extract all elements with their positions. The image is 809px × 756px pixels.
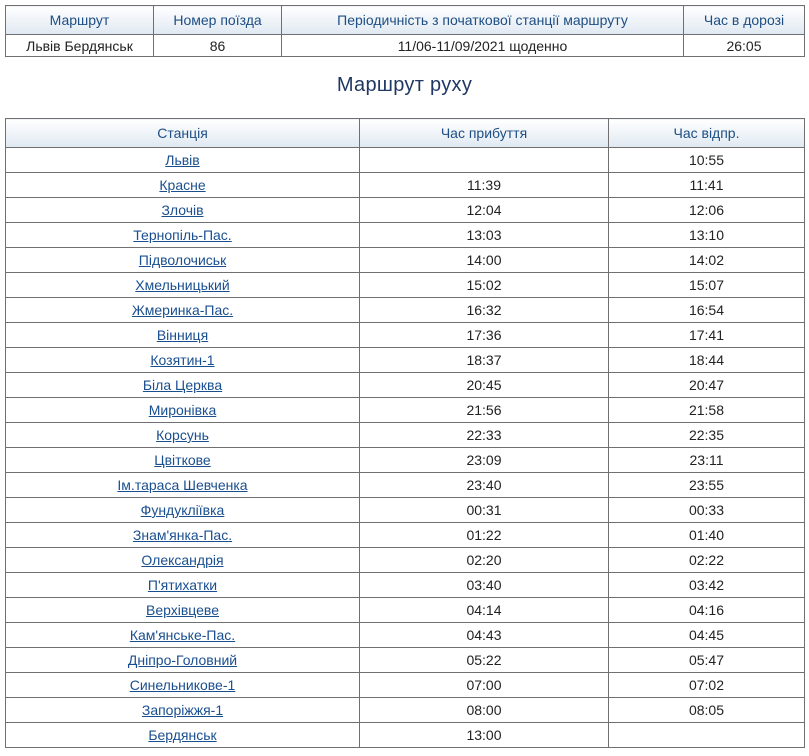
arrival-time: 16:32 <box>360 298 609 323</box>
summary-header-travel-time: Час в дорозі <box>684 6 805 35</box>
departure-time: 14:02 <box>609 248 805 273</box>
route-title: Маршрут руху <box>336 74 473 96</box>
departure-time: 20:47 <box>609 373 805 398</box>
arrival-time: 13:03 <box>360 223 609 248</box>
departure-time: 04:45 <box>609 623 805 648</box>
arrival-time: 20:45 <box>360 373 609 398</box>
station-link[interactable]: Миронівка <box>148 402 217 418</box>
table-row <box>6 573 805 598</box>
departure-time: 07:02 <box>609 673 805 698</box>
station-link[interactable]: Корсунь <box>156 427 209 443</box>
station-link[interactable]: Верхівцеве <box>145 602 219 618</box>
table-row <box>6 148 805 173</box>
summary-header-row <box>6 6 805 35</box>
table-row <box>6 323 805 348</box>
table-row <box>6 273 805 298</box>
departure-time: 02:22 <box>609 548 805 573</box>
station-cell <box>6 323 360 348</box>
arrival-time: 15:02 <box>360 273 609 298</box>
arrival-time: 00:31 <box>360 498 609 523</box>
station-cell <box>6 523 360 548</box>
station-cell <box>6 498 360 523</box>
table-row <box>6 398 805 423</box>
departure-time: 08:05 <box>609 698 805 723</box>
station-cell <box>6 373 360 398</box>
table-row <box>6 198 805 223</box>
station-cell <box>6 148 360 173</box>
station-link[interactable]: Козятин-1 <box>150 352 215 368</box>
station-link[interactable]: П'ятихатки <box>147 577 218 593</box>
station-link[interactable]: Фундуклiївка <box>140 502 225 518</box>
station-link[interactable]: Львів <box>165 152 200 168</box>
station-cell <box>6 573 360 598</box>
departure-time: 12:06 <box>609 198 805 223</box>
departure-time: 21:58 <box>609 398 805 423</box>
station-link[interactable]: Дніпро-Головний <box>127 652 238 668</box>
departure-time: 17:41 <box>609 323 805 348</box>
arrival-time: 17:36 <box>360 323 609 348</box>
table-row <box>6 348 805 373</box>
summary-periodicity: 11/06-11/09/2021 щоденно <box>282 35 684 57</box>
route-header-departure: Час відпр. <box>609 119 805 148</box>
arrival-time: 23:09 <box>360 448 609 473</box>
route-header-row <box>6 119 805 148</box>
arrival-time: 23:40 <box>360 473 609 498</box>
station-link[interactable]: Бердянськ <box>148 727 217 743</box>
station-link[interactable]: Вінниця <box>156 327 209 343</box>
station-cell <box>6 273 360 298</box>
departure-time: 11:41 <box>609 173 805 198</box>
arrival-time: 04:14 <box>360 598 609 623</box>
station-link[interactable]: Підволочиськ <box>138 252 227 268</box>
station-cell <box>6 198 360 223</box>
arrival-time: 21:56 <box>360 398 609 423</box>
station-link[interactable]: Хмельницький <box>135 277 230 293</box>
station-cell <box>6 723 360 748</box>
table-row <box>6 523 805 548</box>
arrival-time: 14:00 <box>360 248 609 273</box>
station-link[interactable]: Олександрія <box>141 552 224 568</box>
station-cell <box>6 623 360 648</box>
station-link[interactable]: Тернопіль-Пас. <box>133 227 232 243</box>
table-row <box>6 373 805 398</box>
route-table <box>5 118 805 748</box>
departure-time: 05:47 <box>609 648 805 673</box>
station-cell <box>6 223 360 248</box>
arrival-time: 13:00 <box>360 723 609 748</box>
station-cell <box>6 673 360 698</box>
station-cell <box>6 648 360 673</box>
table-row <box>6 548 805 573</box>
route-body <box>6 148 805 748</box>
station-cell <box>6 298 360 323</box>
station-link[interactable]: Кам'янське-Пас. <box>129 627 236 643</box>
station-cell <box>6 248 360 273</box>
route-header-arrival: Час прибуття <box>360 119 609 148</box>
table-row <box>6 498 805 523</box>
table-row <box>6 248 805 273</box>
train-summary-table <box>5 5 805 57</box>
departure-time: 16:54 <box>609 298 805 323</box>
station-link[interactable]: Красне <box>159 177 206 193</box>
station-link[interactable]: Злочів <box>161 202 204 218</box>
table-row <box>6 623 805 648</box>
arrival-time: 05:22 <box>360 648 609 673</box>
departure-time: 13:10 <box>609 223 805 248</box>
station-link[interactable]: Цвіткове <box>154 452 211 468</box>
station-cell <box>6 398 360 423</box>
departure-time <box>609 723 805 748</box>
departure-time: 23:55 <box>609 473 805 498</box>
table-row <box>6 473 805 498</box>
table-row <box>6 698 805 723</box>
summary-header-route: Маршрут <box>6 6 154 35</box>
route-header-station: Станція <box>6 119 360 148</box>
departure-time: 23:11 <box>609 448 805 473</box>
summary-header-train-number: Номер поїзда <box>154 6 282 35</box>
station-cell <box>6 473 360 498</box>
station-link[interactable]: Синельникове-1 <box>129 677 236 693</box>
arrival-time <box>360 148 609 173</box>
table-row <box>6 173 805 198</box>
arrival-time: 03:40 <box>360 573 609 598</box>
summary-row <box>6 35 805 57</box>
departure-time: 15:07 <box>609 273 805 298</box>
station-cell <box>6 698 360 723</box>
departure-time: 04:16 <box>609 598 805 623</box>
arrival-time: 18:37 <box>360 348 609 373</box>
departure-time: 01:40 <box>609 523 805 548</box>
table-row <box>6 673 805 698</box>
arrival-time: 01:22 <box>360 523 609 548</box>
station-link[interactable]: Ім.тараса Шевченка <box>117 477 248 493</box>
station-link[interactable]: Знам'янка-Пас. <box>132 527 233 543</box>
departure-time: 00:33 <box>609 498 805 523</box>
arrival-time: 11:39 <box>360 173 609 198</box>
station-cell <box>6 423 360 448</box>
departure-time: 18:44 <box>609 348 805 373</box>
arrival-time: 02:20 <box>360 548 609 573</box>
station-cell <box>6 548 360 573</box>
summary-train-number: 86 <box>154 35 282 57</box>
station-link[interactable]: Запоріжжя-1 <box>141 702 224 718</box>
station-link[interactable]: Жмеринка-Пас. <box>131 302 234 318</box>
arrival-time: 08:00 <box>360 698 609 723</box>
table-row <box>6 298 805 323</box>
station-cell <box>6 598 360 623</box>
arrival-time: 12:04 <box>360 198 609 223</box>
table-row <box>6 723 805 748</box>
summary-travel-time: 26:05 <box>684 35 805 57</box>
station-link[interactable]: Біла Церква <box>142 377 223 393</box>
station-cell <box>6 448 360 473</box>
arrival-time: 07:00 <box>360 673 609 698</box>
table-row <box>6 423 805 448</box>
departure-time: 10:55 <box>609 148 805 173</box>
station-cell <box>6 348 360 373</box>
table-row <box>6 448 805 473</box>
departure-time: 22:35 <box>609 423 805 448</box>
summary-header-periodicity: Періодичність з початкової станції маршруту <box>282 6 684 35</box>
arrival-time: 22:33 <box>360 423 609 448</box>
station-cell <box>6 173 360 198</box>
table-row <box>6 598 805 623</box>
summary-route: Львів Бердянськ <box>6 35 154 57</box>
arrival-time: 04:43 <box>360 623 609 648</box>
table-row <box>6 648 805 673</box>
table-row <box>6 223 805 248</box>
departure-time: 03:42 <box>609 573 805 598</box>
